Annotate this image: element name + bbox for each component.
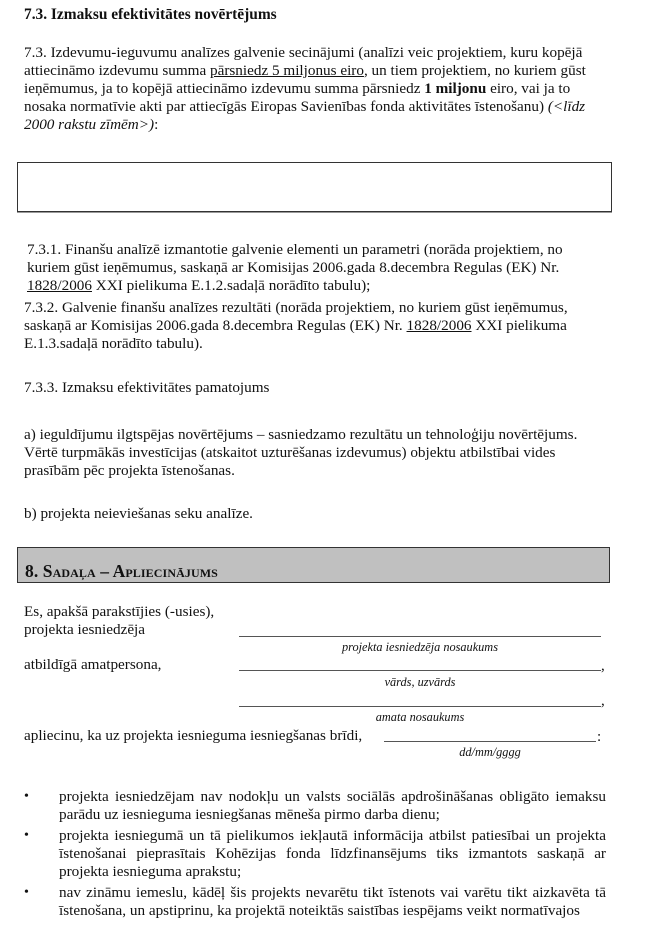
- subsection-7-3-2: [24, 299, 599, 353]
- list-item: [24, 788, 606, 824]
- intro-colon: :: [154, 116, 159, 133]
- item-b-non-implementation: b) projekta neieviešanas seku analīze.: [24, 505, 253, 522]
- official-label: atbildīgā amatpersona,: [24, 656, 162, 673]
- answer-text-box[interactable]: [17, 162, 612, 212]
- intro-text-1: 7.3. Izdevumu-ieguvumu analīzes galvenie secinājumi (analīzi veic projektiem, kuru kopējā attiecināmo izdevumu summa: [24, 44, 583, 79]
- subsection-7-3-3: 7.3.3. Izmaksu efektivitātes pamatojums: [24, 379, 270, 396]
- regulation-link-1828-2006[interactable]: 1828/2006: [27, 277, 92, 294]
- bullet-text: nav zināmu iemeslu, kādēļ šis projekts nevarētu tikt īstenots vai varētu tikt aizkavēta tā īstenošana, un apstiprinu, ka projektā noteiktās saistības iespējams veikt normatīvajos: [59, 884, 606, 919]
- declaration-bullet-list: [24, 788, 606, 923]
- item-a-sustainability: a) ieguldījumu ilgtspējas novērtējums – sasniedzamo rezultātu un tehnoloģiju novērtējums. Vērtē turpmākās investīcijas (atskaitot uzturēšanas izdevumus) objektu atbilstībai vides prasībām pēc projekta īstenošanas.: [24, 426, 578, 479]
- declaration-line-1: Es, apakšā parakstījies (-usies),: [24, 603, 215, 620]
- position-comma: ,: [601, 693, 605, 709]
- regulation-link-1828-2006[interactable]: 1828/2006: [406, 317, 472, 334]
- intro-text-2: , un tiem projektiem, no kuriem gūst ieņēmumus, ja to kopējā attiecināmo izdevumu summa pārsniedz: [24, 62, 586, 97]
- subsection-7-3-2-text-1: 7.3.2. Galvenie finanšu analīzes rezultāti (norāda projektiem, no kuriem gūst ieņēmumus, saskaņā ar Komisijas 2006.gada 8.decembra Regulas (EK) Nr.: [24, 299, 568, 334]
- official-position-caption: amata nosaukums: [375, 710, 465, 724]
- bullet-icon: •: [24, 789, 29, 804]
- subsection-7-3-1-text-2: XXI pielikuma E.1.2.sadaļā norādīto tabulu);: [91, 277, 371, 294]
- intro-text-3: eiro, vai ja to nosaka normatīvie akti par attiecīgās Eiropas Savienības fonda aktivitātes īstenošanu): [24, 80, 571, 115]
- subsection-7-3-2-text-2: XXI pielikuma E.1.3.sadaļā norādīto tabulu).: [24, 317, 567, 352]
- threshold-1m-bold: 1 miljonu: [424, 80, 487, 97]
- date-colon: :: [597, 729, 602, 745]
- bullet-icon: •: [24, 828, 29, 843]
- official-position-field[interactable]: [239, 706, 601, 707]
- bullet-text: projekta iesniedzējam nav nodokļu un valsts sociālās apdrošināšanas obligāto iemaksu parādu uz iesnieguma iesniegšanas mēneša pirmo darba dienu;: [59, 788, 606, 823]
- section-8-header: [17, 547, 610, 583]
- official-name-field[interactable]: [239, 670, 601, 671]
- certify-label: apliecinu, ka uz projekta iesnieguma iesniegšanas brīdi,: [24, 727, 363, 744]
- bullet-text: projekta iesniegumā un tā pielikumos iekļautā informācija atbilst patiesībai un projekta īstenošanai pieprasītais Kohēzijas fonda līdzfinansējums tiks izmantots saskaņā ar projekta iesnieguma aprakstu;: [59, 827, 606, 880]
- list-item: [24, 884, 606, 920]
- name-comma: ,: [601, 658, 605, 674]
- date-caption: dd/mm/gggg: [459, 745, 521, 759]
- declaration-line-2: projekta iesniedzēja: [24, 621, 146, 638]
- subsection-7-3-1: [27, 241, 602, 295]
- section-heading-7-3: 7.3. Izmaksu efektivitātes novērtējums: [24, 6, 277, 23]
- date-field[interactable]: [384, 741, 596, 742]
- official-name-caption: vārds, uzvārds: [384, 675, 456, 689]
- bullet-icon: •: [24, 885, 29, 900]
- applicant-name-field[interactable]: [239, 636, 601, 637]
- list-item: [24, 827, 606, 881]
- applicant-name-caption: projekta iesniedzēja nosaukums: [342, 640, 498, 654]
- section-8-title: 8. Sadaļa – Apliecinājums: [25, 561, 218, 581]
- char-limit-hint: (<līdz 2000 rakstu zīmēm>): [24, 98, 586, 133]
- subsection-7-3-1-text-1: 7.3.1. Finanšu analīzē izmantotie galvenie elementi un parametri (norāda projektiem, no kuriem gūst ieņēmumus, saskaņā ar Komisijas 2006.gada 8.decembra Regulas (EK) Nr.: [27, 241, 563, 276]
- intro-paragraph: [24, 44, 599, 134]
- threshold-5m-underlined: pārsniedz 5 miljonus eiro: [210, 62, 364, 79]
